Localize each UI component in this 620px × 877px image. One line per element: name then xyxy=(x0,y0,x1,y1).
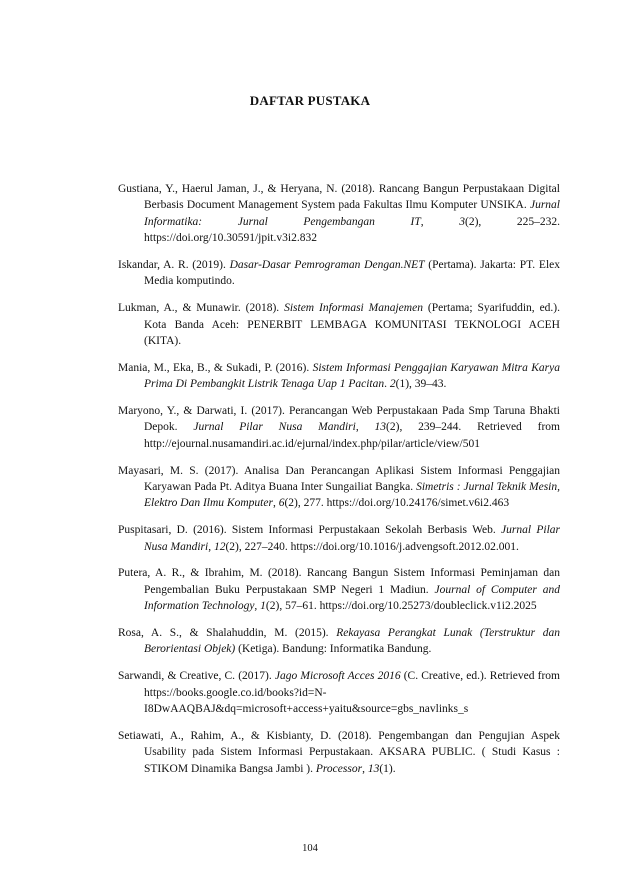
reference-text: , xyxy=(208,540,214,553)
reference-text: Putera, A. R., & Ibrahim, M. (2018). Rancang Bangun Sistem Informasi Peminjaman dan Pengembalian Buku Perpustakaan SMP Negeri 1 Madiun. xyxy=(118,567,560,596)
reference-text: (1). xyxy=(379,762,396,775)
reference-text: Puspitasari, D. (2016). Sistem Informasi Perpustakaan Sekolah Berbasis Web. xyxy=(118,524,502,537)
reference-entry xyxy=(118,360,560,393)
reference-text: (Pertama). Jakarta: PT. Elex Media komputindo. xyxy=(144,259,560,288)
reference-entry xyxy=(118,668,560,717)
reference-italic-text: 1 xyxy=(260,600,266,613)
reference-entry xyxy=(118,257,560,290)
reference-italic-text: Sistem Informasi Manajemen xyxy=(284,302,423,315)
reference-italic-text: 6 xyxy=(278,497,285,510)
reference-text: , xyxy=(420,215,460,228)
page-title: DAFTAR PUSTAKA xyxy=(249,93,371,108)
reference-text: Rosa, A. S., & Shalahuddin, M. (2015). xyxy=(118,627,337,640)
reference-text: (C. Creative, ed.). Retrieved from https://books.google.co.id/books?id=N-I8DwAAQBAJ&dq=microsoft+access+yaitu&source=gbs_navlinks_s xyxy=(144,670,560,716)
reference-italic-text: 3 xyxy=(459,215,465,228)
reference-text: , xyxy=(254,600,261,613)
reference-italic-text: Simetris : Jurnal Teknik Mesin, Elektro Dan Ilmu Komputer xyxy=(144,481,560,510)
reference-text: (2), 239–244. Retrieved from http://ejournal.nusamandiri.ac.id/ejurnal/index.php/pilar/article/view/501 xyxy=(144,421,560,450)
reference-list xyxy=(118,181,560,787)
reference-text: (2), 225–232. https://doi.org/10.30591/jpit.v3i2.832 xyxy=(144,215,560,245)
reference-text: , xyxy=(272,497,279,510)
reference-text: Gustiana, Y., Haerul Jaman, J., & Heryana, N. (2018). Rancang Bangun Perpustakaan Digital Berbasis Document Management System pada Fakultas Ilmu Komputer UNSIKA. xyxy=(118,183,560,212)
reference-text: Mayasari, M. S. (2017). Analisa Dan Perancangan Aplikasi Sistem Informasi Penggajian Karyawan Pada Pt. Aditya Buana Inter Sungailiat Bangka. xyxy=(118,464,560,494)
reference-text: Setiawati, A., Rahim, A., & Kisbianty, D. (2018). Pengembangan dan Pengujian Aspek Usability pada Sistem Informasi Perpustakaan. AKSARA PUBLIC. ( Studi Kasus : STIKOM Dinamika Bangsa Jambi ). xyxy=(118,729,560,775)
reference-entry xyxy=(118,463,560,512)
reference-italic-text: Jurnal Pilar Nusa Mandiri xyxy=(144,524,560,553)
reference-text: (Ketiga). Bandung: Informatika Bandung. xyxy=(235,643,432,656)
reference-text: Lukman, A., & Munawir. (2018). xyxy=(118,302,285,315)
reference-italic-text: Jago Microsoft Acces 2016 xyxy=(274,670,401,683)
reference-text: Maryono, Y., & Darwati, I. (2017). Perancangan Web Perpustakaan Pada Smp Taruna Bhakti Depok. xyxy=(118,405,560,434)
reference-text: . xyxy=(384,378,390,391)
reference-italic-text: 13 xyxy=(374,421,387,434)
reference-italic-text: Jurnal Informatika: Jurnal Pengembangan IT xyxy=(144,199,560,228)
reference-italic-text: 13 xyxy=(367,762,380,775)
reference-text: Sarwandi, & Creative, C. (2017). xyxy=(118,670,275,683)
reference-entry xyxy=(118,565,560,614)
reference-italic-text: 2 xyxy=(389,378,396,391)
reference-text: , xyxy=(355,421,375,434)
reference-entry xyxy=(118,181,560,247)
reference-italic-text: Dasar-Dasar Pemrograman Dengan.NET xyxy=(229,259,425,272)
reference-entry xyxy=(118,403,560,452)
reference-text: (1), 39–43. xyxy=(395,378,447,391)
page-number: 104 xyxy=(302,843,318,854)
reference-entry xyxy=(118,625,560,658)
reference-entry xyxy=(118,522,560,555)
reference-text: (Pertama; Syarifuddin, ed.). Kota Banda Aceh: PENERBIT LEMBAGA KOMUNITASI TEKNOLOGI ACEH (KITA). xyxy=(144,302,561,348)
reference-italic-text: Jurnal Pilar Nusa Mandiri xyxy=(193,421,356,434)
reference-italic-text: 12 xyxy=(213,540,226,553)
reference-italic-text: Journal of Computer and Information Technology xyxy=(144,583,560,613)
reference-italic-text: Processor xyxy=(315,762,363,775)
reference-text: (2), 227–240. https://doi.org/10.1016/j.advengsoft.2012.02.001. xyxy=(225,540,519,553)
reference-text: , xyxy=(362,762,368,775)
reference-italic-text: Sistem Informasi Penggajian Karyawan Mitra Karya Prima Di Pembangkit Listrik Tenaga Uap 1 Pacitan xyxy=(144,361,561,391)
reference-text: Mania, M., Eka, B., & Sukadi, P. (2016). xyxy=(118,361,313,374)
reference-entry xyxy=(118,728,560,777)
reference-text: (2), 57–61. https://doi.org/10.25273/doubleclick.v1i2.2025 xyxy=(265,600,537,613)
reference-text: (2), 277. https://doi.org/10.24176/simet.v6i2.463 xyxy=(284,497,510,510)
reference-text: Iskandar, A. R. (2019). xyxy=(118,259,230,272)
reference-italic-text: Rekayasa Perangkat Lunak (Terstruktur dan Berorientasi Objek) xyxy=(144,627,561,656)
reference-entry xyxy=(118,300,560,349)
